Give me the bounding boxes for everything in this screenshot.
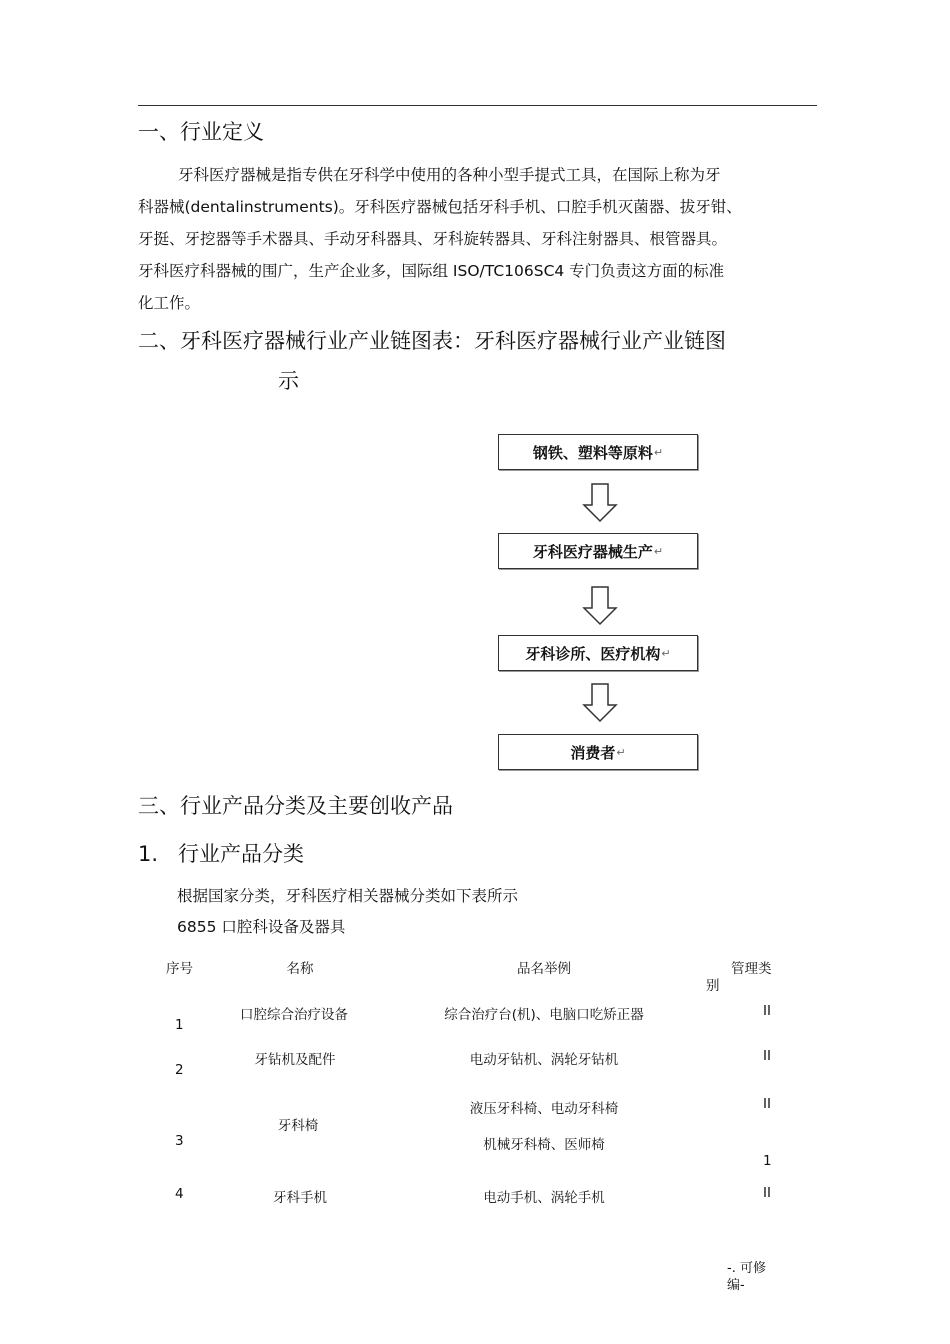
- flow-step-label: 消费者: [570, 743, 616, 762]
- flow-step-raw-materials: [498, 434, 698, 470]
- section-heading-chain: 二、牙科医疗器械行业产业链图表：牙科医疗器械行业产业链图: [138, 329, 726, 353]
- row-4-name: 牙科手机: [273, 1190, 327, 1206]
- footer-line: -. 可修: [727, 1261, 766, 1276]
- row-2-index: 2: [175, 1062, 184, 1078]
- section-heading-chain-continued: 示: [278, 369, 299, 393]
- row-4-class: II: [763, 1185, 771, 1201]
- row-2-class: II: [763, 1048, 771, 1064]
- row-3-examples-1: 液压牙科椅、电动牙科椅: [469, 1101, 619, 1117]
- header-index: 序号: [166, 961, 193, 977]
- return-mark-icon: ↵: [661, 646, 671, 660]
- row-2-examples: 电动牙钻机、涡轮牙钻机: [469, 1052, 619, 1068]
- paragraph-line: 科器械(dentalinstruments)。牙科医疗器械包括牙科手机、口腔手机灭菌器、拔牙钳、: [138, 198, 742, 216]
- flow-step-consumers: [498, 734, 698, 770]
- return-mark-icon: ↵: [653, 544, 664, 558]
- header-name: 名称: [286, 961, 314, 977]
- sub-heading-classification: 1. 行业产品分类: [138, 842, 305, 866]
- row-2-name: 牙钻机及配件: [254, 1052, 336, 1068]
- flow-step-label: 钢铁、塑料等原料: [532, 443, 653, 462]
- header-management-class-cont: 别: [706, 978, 720, 994]
- row-1-examples: 综合治疗台(机)、电脑口吃矫正器: [444, 1007, 644, 1023]
- definition-paragraph: [138, 159, 828, 319]
- flow-step-manufacturing: [498, 533, 698, 569]
- row-4-examples: 电动手机、涡轮手机: [483, 1190, 605, 1206]
- down-arrow-icon: [582, 683, 618, 723]
- page-footer: [727, 1260, 766, 1294]
- paragraph-line: 牙科医疗器械是指专供在牙科学中使用的各种小型手提式工具，在国际上称为牙: [178, 166, 721, 184]
- paragraph-line: 化工作。: [138, 294, 201, 312]
- flow-step-label: 牙科诊所、医疗机构: [525, 644, 661, 663]
- row-1-name: 口腔综合治疗设备: [240, 1007, 348, 1023]
- section-heading-definition: 一、行业定义: [138, 120, 264, 144]
- row-3-index: 3: [175, 1133, 184, 1149]
- classification-intro: 根据国家分类，牙科医疗相关器械分类如下表所示: [177, 887, 519, 905]
- down-arrow-icon: [582, 586, 618, 626]
- row-3-class-1: II: [763, 1096, 771, 1112]
- row-1-class: II: [763, 1003, 771, 1019]
- row-3-examples-2: 机械牙科椅、医师椅: [483, 1137, 605, 1153]
- row-3-class-2: 1: [763, 1153, 772, 1169]
- header-examples: 品名举例: [517, 961, 571, 977]
- section-heading-products: 三、行业产品分类及主要创收产品: [138, 794, 453, 818]
- return-mark-icon: ↵: [653, 445, 664, 459]
- paragraph-line: 牙挺、牙挖器等手术器具、手动牙科器具、牙科旋转器具、牙科注射器具、根管器具。: [138, 230, 728, 248]
- flow-step-clinics: [498, 635, 698, 671]
- top-rule: [138, 105, 817, 106]
- row-4-index: 4: [175, 1186, 184, 1202]
- header-management-class: 管理类: [731, 961, 772, 977]
- row-3-name: 牙科椅: [277, 1118, 319, 1134]
- return-mark-icon: ↵: [616, 745, 626, 759]
- row-1-index: 1: [175, 1017, 184, 1033]
- flow-step-label: 牙科医疗器械生产: [532, 542, 653, 561]
- paragraph-line: 牙科医疗科器械的围广，生产企业多，国际组 ISO/TC106SC4 专门负责这方面的标准: [138, 262, 725, 280]
- table-title: 6855 口腔科设备及器具: [177, 918, 346, 936]
- footer-line: 编-: [727, 1278, 745, 1293]
- down-arrow-icon: [582, 483, 618, 523]
